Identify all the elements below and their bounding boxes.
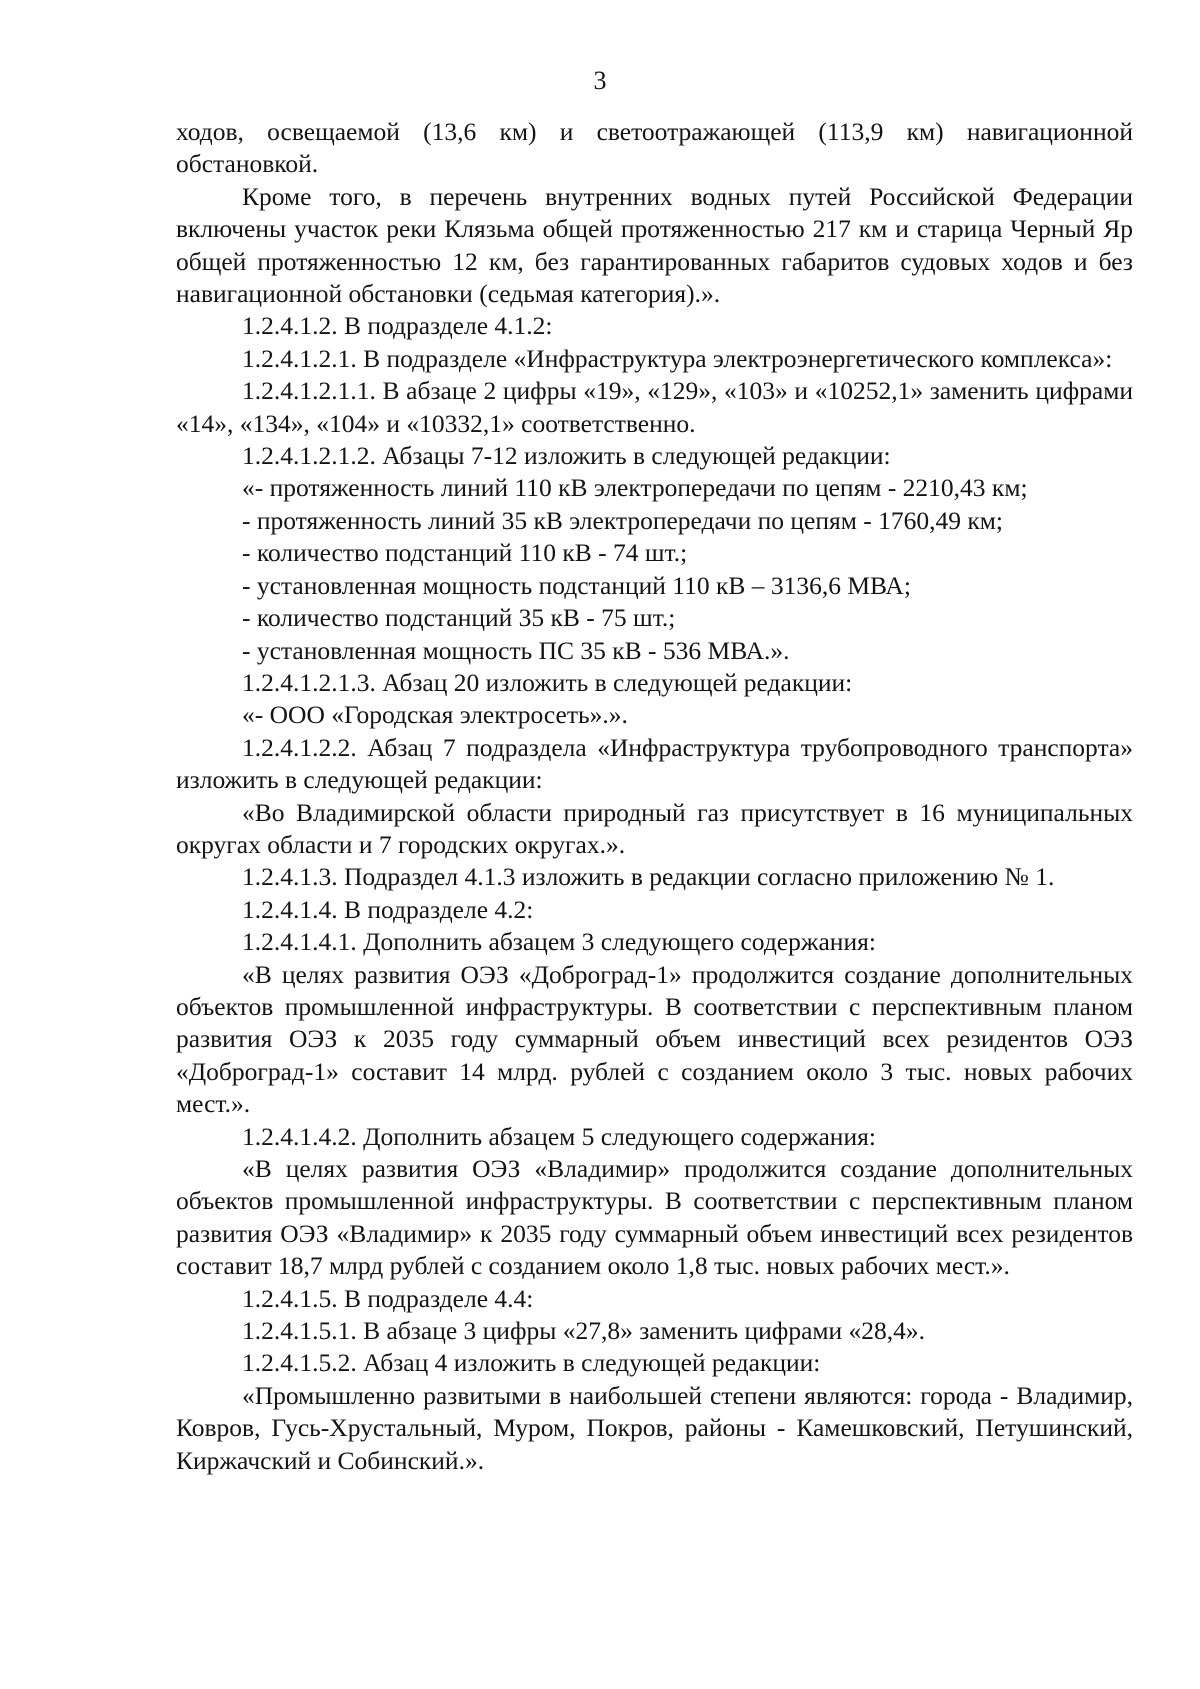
paragraph: 1.2.4.1.4.2. Дополнить абзацем 5 следующего содержания: [242,1121,876,1151]
paragraph: 1.2.4.1.2. В подразделе 4.1.2: [242,311,553,341]
list-item: - установленная мощность ПС 35 кВ - 536 МВА.». [242,635,790,665]
paragraph: «В целях развития ОЭЗ «Доброград-1» продолжится создание дополнительных объектов промышленной инфраструктуры. В соответствии с перспективным планом развития ОЭЗ к 2035 году суммарный объем инвестиций всех резидентов ОЭЗ «Доброград-1» составит 14 млрд. рублей с созданием около 3 тыс. новых рабочих мест.». [176,959,1133,1119]
paragraph: ходов, освещаемой (13,6 км) и светоотражающей (113,9 км) навигационной обстановкой. [176,117,1133,179]
document-body [176,116,1133,1477]
paragraph: 1.2.4.1.5.1. В абзаце 3 цифры «27,8» заменить цифрами «28,4». [242,1316,926,1346]
list-item: «- ООО «Городская электросеть».». [242,700,628,730]
paragraph: «В целях развития ОЭЗ «Владимир» продолжится создание дополнительных объектов промышленной инфраструктуры. В соответствии с перспективным планом развития ОЭЗ «Владимир» к 2035 году суммарный объем инвестиций всех резидентов составит 18,7 млрд рублей с созданием около 1,8 тыс. новых рабочих мест.». [176,1154,1133,1281]
list-item: - количество подстанций 110 кВ - 74 шт.; [242,538,688,568]
list-item: - количество подстанций 35 кВ - 75 шт.; [242,603,676,633]
list-item: - протяженность линий 35 кВ электропередачи по цепям - 1760,49 км; [242,505,1003,535]
paragraph: 1.2.4.1.2.1. В подразделе «Инфраструктура электроэнергетического комплекса»: [242,343,1113,373]
paragraph: 1.2.4.1.3. Подраздел 4.1.3 изложить в редакции согласно приложению № 1. [242,862,1055,892]
paragraph: 1.2.4.1.4.1. Дополнить абзацем 3 следующего содержания: [242,927,876,957]
page-number: 3 [593,66,607,95]
paragraph: 1.2.4.1.2.1.1. В абзаце 2 цифры «19», «129», «103» и «10252,1» заменить цифрами «14», «134», «104» и «10332,1» соответственно. [176,376,1133,438]
paragraph: 1.2.4.1.5. В подразделе 4.4: [242,1283,534,1313]
paragraph: Кроме того, в перечень внутренних водных путей Российской Федерации включены участок реки Клязьма общей протяженностью 217 км и старица Черный Яр общей протяженностью 12 км, без гарантированных габаритов судовых ходов и без навигационной обстановки (седьмая категория).». [176,181,1133,309]
paragraph: 1.2.4.1.5.2. Абзац 4 изложить в следующей редакции: [242,1348,821,1378]
paragraph: 1.2.4.1.2.1.3. Абзац 20 изложить в следующей редакции: [242,667,853,697]
list-item: «- протяженность линий 110 кВ электропередачи по цепям - 2210,43 км; [242,473,1028,503]
paragraph: «Промышленно развитыми в наибольшей степени являются: города - Владимир, Ковров, Гусь-Хрустальный, Муром, Покров, районы - Камешковский, Петушинский, Киржачский и Собинский.». [176,1380,1133,1475]
paragraph: 1.2.4.1.4. В подразделе 4.2: [242,894,534,924]
list-item: - установленная мощность подстанций 110 кВ – 3136,6 МВА; [242,570,911,600]
paragraph: «Во Владимирской области природный газ присутствует в 16 муниципальных округах области и 7 городских округах.». [176,797,1133,859]
paragraph: 1.2.4.1.2.1.2. Абзацы 7-12 изложить в следующей редакции: [242,441,891,471]
paragraph: 1.2.4.1.2.2. Абзац 7 подраздела «Инфраструктура трубопроводного транспорта» изложить в следующей редакции: [176,732,1133,795]
